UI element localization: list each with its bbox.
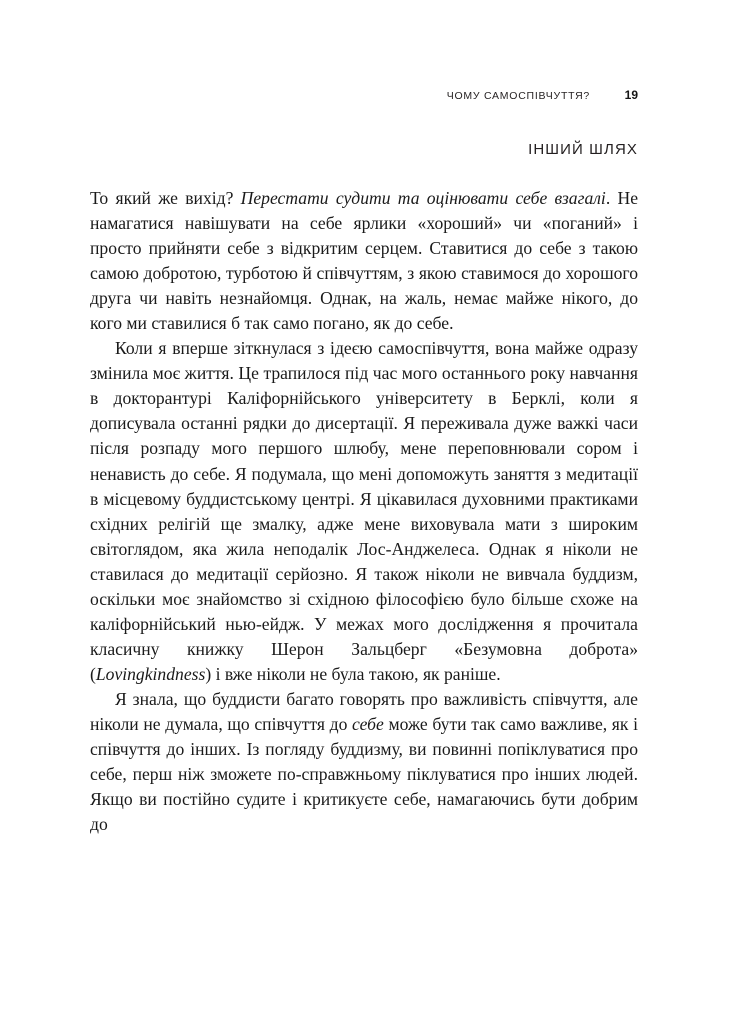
para-2 [90,336,638,687]
italic-run: Lovingkindness [95,663,206,684]
text-run: То який же вихід? [90,188,241,208]
page-number: 19 [624,88,638,102]
text-run: Я знала, що буддисти багато говорять про важливість співчуття, але ніколи не думала, що співчуття до [90,688,638,734]
text-run: Коли я вперше зіткнулася з ідеєю самоспівчуття, вона майже одразу змінила моє життя. Це трапилося під час мого останнього року навчання в докторантурі Каліфорнійського університету в Берклі, коли я дописувала останні рядки до дисертації. Я переживала дуже важкі часи після розпаду мого першого шлюбу, мене переповнювали сором і ненависть до себе. Я подумала, що мені допоможуть заняття з медитації в місцевому буддистському центрі. Я цікавилася духовними практиками східних релігій ще змалку, адже мене виховувала мати з широким світоглядом, яка жила неподалік Лос-Анджелеса. Однак я ніколи не ставилася до медитації серйозно. Я також ніколи не вивчала буддизм, оскільки моє знайомство зі східною філософією було більше схоже на каліфорнійський нью-ейдж. У межах мого дослідження я прочитала класичну книжку Шерон Зальцберг «Безумовна доброта» ( [90,338,638,684]
para-1 [90,186,638,336]
running-head-title: ЧОМУ САМОСПІВЧУТТЯ? [446,90,590,102]
text-run: може бути так само важливе, як і співчуття до інших. Із погляду буддизму, ви повинні попіклуватися про себе, перш ніж зможете по-справжньому піклуватися про інших людей. Якщо ви постійно судите і критикуєте себе, намагаючись бути добрим до [90,713,638,835]
para-3 [90,687,638,837]
text-run: ) і вже ніколи не була такою, як раніше. [205,663,501,684]
text-run: . Не намагатися навішувати на себе ярлики «хороший» чи «поганий» і просто прийняти себе з відкритим серцем. Ставитися до себе з такою самою добротою, турботою й співчуттям, з якою ставимося до хорошого друга чи навіть незнайомця. Однак, на жаль, немає майже нікого, до кого ми ставилися б так само погано, як до себе. [90,188,639,334]
running-head [90,88,638,106]
body-text-block [90,186,638,837]
section-heading: ІНШИЙ ШЛЯХ [528,141,638,158]
italic-run: себе [352,713,384,734]
italic-run: Перестати судити та оцінювати себе взагалі [240,188,606,208]
